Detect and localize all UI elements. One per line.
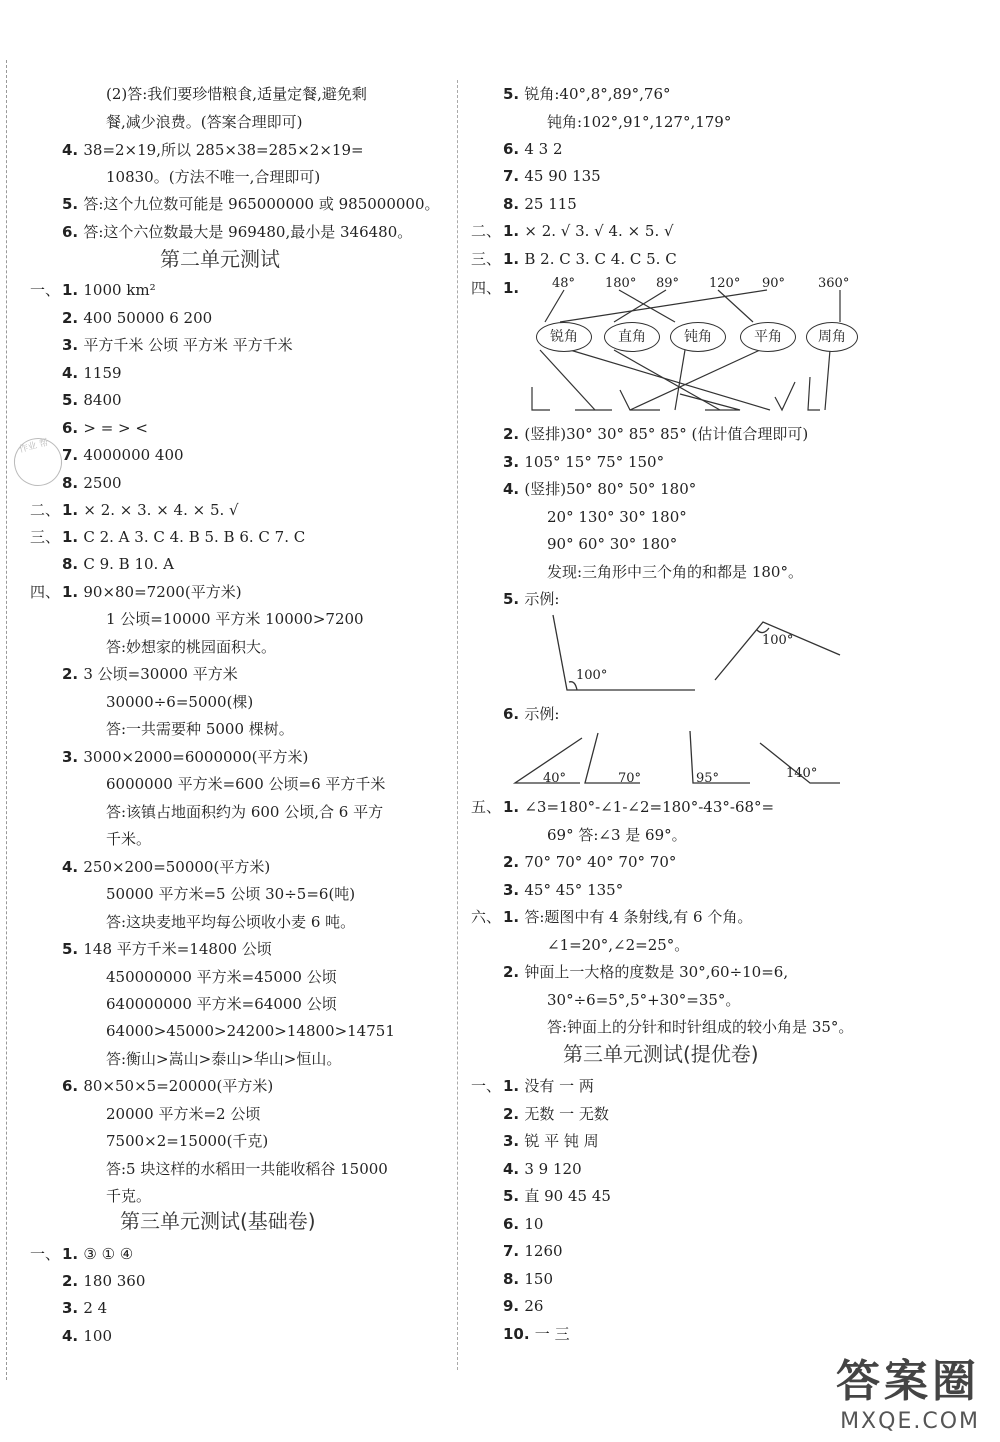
right-line bbox=[471, 249, 677, 269]
right-line bbox=[503, 962, 788, 982]
answer-text: 答:题图中有 4 条射线,有 6 个角。 bbox=[524, 908, 753, 926]
match-line bbox=[540, 350, 595, 410]
answer-text: 3 公顷=30000 平方米 bbox=[83, 665, 238, 683]
item-number: 1. bbox=[62, 501, 84, 519]
right-line bbox=[503, 1131, 599, 1151]
degree-label: 360° bbox=[818, 276, 850, 291]
right-line bbox=[503, 1241, 563, 1261]
watermark bbox=[836, 1345, 980, 1434]
answer-text: 一 三 bbox=[534, 1325, 570, 1343]
answer-text: 180 360 bbox=[83, 1272, 146, 1290]
angle-shape bbox=[532, 387, 550, 410]
degree-label: 89° bbox=[656, 276, 680, 291]
answer-text: 2500 bbox=[83, 474, 122, 492]
section-marker: 三、 bbox=[30, 528, 61, 546]
answer-text: 直 90 45 45 bbox=[524, 1187, 611, 1205]
item-number: 3. bbox=[503, 453, 525, 471]
left-line bbox=[106, 802, 383, 822]
left-line bbox=[30, 500, 239, 520]
answer-text: (竖排)30° 30° 85° 85° (估计值合理即可) bbox=[524, 425, 809, 443]
item-number: 5. bbox=[62, 195, 84, 213]
item-number: 8. bbox=[503, 1270, 525, 1288]
answer-text: B 2. C 3. C 4. C 5. C bbox=[524, 250, 677, 268]
right-line bbox=[547, 562, 803, 582]
left-line bbox=[62, 857, 270, 877]
item-number: 10. bbox=[503, 1325, 535, 1343]
answer-text: 3 9 120 bbox=[524, 1160, 582, 1178]
item-number: 5. bbox=[503, 85, 525, 103]
answer-text: 锐 平 钝 周 bbox=[524, 1132, 599, 1150]
left-line bbox=[106, 84, 367, 104]
item-number: 3. bbox=[62, 336, 84, 354]
angle-shape bbox=[620, 390, 660, 410]
left-line bbox=[106, 1104, 260, 1124]
right-line bbox=[503, 1186, 611, 1206]
answer-text: 8400 bbox=[83, 391, 122, 409]
answer-text: 10830。(方法不唯一,合理即可) bbox=[106, 168, 321, 186]
item-number: 1. bbox=[62, 583, 84, 601]
left-line bbox=[106, 1021, 395, 1041]
section-marker: 一、 bbox=[471, 1077, 502, 1095]
answer-text: 90° 60° 30° 180° bbox=[547, 535, 678, 553]
heading-unit3-basic: 第三单元测试(基础卷) bbox=[120, 1209, 316, 1233]
heading-unit3-advanced: 第三单元测试(提优卷) bbox=[563, 1042, 759, 1066]
section-marker: 三、 bbox=[471, 250, 502, 268]
right-line bbox=[547, 1017, 853, 1037]
angle-shape bbox=[775, 382, 795, 410]
answer-text: ∠1=20°,∠2=25°。 bbox=[547, 936, 690, 954]
watermark-logo: 答案圈 bbox=[836, 1356, 980, 1407]
left-line bbox=[62, 1076, 273, 1096]
answer-text: 250×200=50000(平方米) bbox=[83, 858, 271, 876]
answer-text: C 2. A 3. C 4. B 5. B 6. C 7. C bbox=[83, 528, 306, 546]
stamp: 作业 帮 bbox=[9, 433, 68, 492]
answer-text: 100 bbox=[83, 1327, 112, 1345]
right-line bbox=[503, 1214, 543, 1234]
item-number: 1. bbox=[503, 798, 525, 816]
answer-text: 148 平方千米=14800 公顷 bbox=[83, 940, 272, 958]
answer-text: 450000000 平方米=45000 公顷 bbox=[106, 968, 337, 986]
answer-text: 10 bbox=[524, 1215, 544, 1233]
section-marker: 六、 bbox=[471, 908, 502, 926]
left-line bbox=[62, 939, 272, 959]
item-number: 3. bbox=[503, 1132, 525, 1150]
answer-text: 示例: bbox=[524, 590, 560, 608]
left-line bbox=[62, 418, 148, 438]
right-line bbox=[471, 797, 775, 817]
item-number: 4. bbox=[62, 364, 84, 382]
answer-text: 答:衡山>嵩山>泰山>华山>恒山。 bbox=[106, 1050, 342, 1068]
answer-text: 105° 15° 75° 150° bbox=[524, 453, 665, 471]
item-number: 5. bbox=[62, 940, 84, 958]
answer-text: 7500×2=15000(千克) bbox=[106, 1132, 269, 1150]
right-line bbox=[503, 1104, 609, 1124]
answer-text: 钟面上一大格的度数是 30°,60÷10=6, bbox=[524, 963, 789, 981]
left-line bbox=[62, 1271, 145, 1291]
item-number: 3. bbox=[62, 748, 84, 766]
answer-text: 45 90 135 bbox=[524, 167, 601, 185]
right-line bbox=[503, 452, 664, 472]
item-number: 1. bbox=[503, 908, 525, 926]
answer-text: 3000×2000=6000000(平方米) bbox=[83, 748, 309, 766]
match-line bbox=[675, 350, 685, 410]
item-number: 6. bbox=[62, 1077, 84, 1095]
left-line bbox=[30, 582, 242, 602]
left-line bbox=[106, 884, 355, 904]
item-number: 2. bbox=[62, 665, 84, 683]
right-line bbox=[503, 166, 601, 186]
left-line bbox=[62, 554, 174, 574]
right-line bbox=[503, 479, 696, 499]
match-line bbox=[545, 290, 564, 322]
left-line bbox=[30, 527, 306, 547]
section-marker: 五、 bbox=[471, 798, 502, 816]
degree-label: 120° bbox=[709, 276, 741, 291]
item-number: 4. bbox=[62, 858, 84, 876]
angle-type-ellipse: 直角 bbox=[604, 322, 660, 352]
answer-text: 30°÷6=5°,5°+30°=35°。 bbox=[547, 991, 741, 1009]
left-line bbox=[62, 445, 184, 465]
answer-text: 1159 bbox=[83, 364, 122, 382]
answer-text: 38=2×19,所以 285×38=285×2×19= bbox=[83, 141, 364, 159]
answer-text: 45° 45° 135° bbox=[524, 881, 624, 899]
angle-label: 100° bbox=[576, 668, 608, 683]
item-number: 8. bbox=[503, 195, 525, 213]
right-line bbox=[471, 278, 520, 298]
answer-text: 千克。 bbox=[106, 1187, 152, 1205]
left-margin-dash bbox=[6, 60, 7, 1380]
item-number: 2. bbox=[503, 853, 525, 871]
item-number: 1. bbox=[503, 250, 525, 268]
item-number: 7. bbox=[503, 1242, 525, 1260]
section-marker: 一、 bbox=[30, 281, 61, 299]
left-line bbox=[62, 664, 238, 684]
answer-text: 1260 bbox=[524, 1242, 563, 1260]
answer-text: > = > < bbox=[83, 419, 148, 437]
left-line bbox=[106, 967, 337, 987]
angle-label: 70° bbox=[618, 771, 642, 786]
item-number: 7. bbox=[62, 446, 84, 464]
left-line bbox=[106, 637, 276, 657]
left-line bbox=[62, 363, 122, 383]
left-line bbox=[106, 1159, 388, 1179]
section-marker: 二、 bbox=[30, 501, 61, 519]
answer-text: 6000000 平方米=600 公顷=6 平方千米 bbox=[106, 775, 386, 793]
answer-text: 答:5 块这样的水稻田一共能收稻谷 15000 bbox=[106, 1160, 388, 1178]
answer-text: 答:妙想家的桃园面积大。 bbox=[106, 638, 277, 656]
left-line bbox=[62, 747, 308, 767]
left-line bbox=[106, 112, 302, 132]
answer-text: × 2. × 3. × 4. × 5. √ bbox=[83, 501, 239, 519]
right-line bbox=[547, 534, 677, 554]
answer-text: 答:钟面上的分针和时针组成的较小角是 35°。 bbox=[547, 1018, 854, 1036]
match-line bbox=[614, 290, 666, 322]
left-line bbox=[106, 719, 294, 739]
answer-text: 发现:三角形中三个角的和都是 180°。 bbox=[547, 563, 803, 581]
angle-100-a bbox=[553, 615, 695, 690]
item-number: 6. bbox=[62, 419, 84, 437]
item-number: 5. bbox=[503, 590, 525, 608]
right-line bbox=[503, 84, 671, 104]
answer-text: C 9. B 10. A bbox=[83, 555, 174, 573]
item-number: 2. bbox=[62, 309, 84, 327]
item-number: 6. bbox=[503, 140, 525, 158]
right-line bbox=[503, 880, 623, 900]
right-line bbox=[547, 507, 687, 527]
left-line bbox=[30, 280, 156, 300]
answer-text: 25 115 bbox=[524, 195, 577, 213]
item-number: 2. bbox=[503, 425, 525, 443]
angle-type-ellipse: 平角 bbox=[740, 322, 796, 352]
answer-text: × 2. √ 3. √ 4. × 5. √ bbox=[524, 222, 674, 240]
angle-shape bbox=[808, 377, 820, 410]
left-line bbox=[30, 1244, 134, 1264]
item-number: 1. bbox=[503, 222, 525, 240]
angle-shape bbox=[680, 394, 740, 410]
left-line bbox=[106, 829, 151, 849]
answer-text: 640000000 平方米=64000 公顷 bbox=[106, 995, 337, 1013]
right-line bbox=[547, 935, 689, 955]
answer-text: 80×50×5=20000(平方米) bbox=[83, 1077, 274, 1095]
right-line bbox=[471, 221, 674, 241]
right-line bbox=[503, 1269, 553, 1289]
angle-label: 100° bbox=[762, 633, 794, 648]
answer-text: 400 50000 6 200 bbox=[83, 309, 213, 327]
right-line bbox=[471, 907, 753, 927]
left-line bbox=[62, 308, 212, 328]
item-number: 1. bbox=[62, 281, 84, 299]
item-number: 7. bbox=[503, 167, 525, 185]
answer-text: 70° 70° 40° 70° 70° bbox=[524, 853, 677, 871]
right-line bbox=[471, 1076, 594, 1096]
degree-label: 180° bbox=[605, 276, 637, 291]
right-line bbox=[503, 1296, 543, 1316]
answer-text: 26 bbox=[524, 1297, 544, 1315]
left-line bbox=[62, 194, 440, 214]
item-number: 2. bbox=[62, 1272, 84, 1290]
section-marker: 四、 bbox=[471, 279, 502, 297]
angle-label: 140° bbox=[786, 766, 818, 781]
item-number: 8. bbox=[62, 474, 84, 492]
item-number: 3. bbox=[503, 881, 525, 899]
answer-text: 没有 一 两 bbox=[524, 1077, 594, 1095]
answer-text: 64000>45000>24200>14800>14751 bbox=[106, 1022, 395, 1040]
answer-text: 50000 平方米=5 公顷 30÷5=6(吨) bbox=[106, 885, 356, 903]
left-line bbox=[62, 390, 122, 410]
left-line bbox=[106, 994, 337, 1014]
right-line bbox=[547, 112, 731, 132]
left-line bbox=[106, 1186, 151, 1206]
item-number: 6. bbox=[62, 223, 84, 241]
item-number: 1. bbox=[503, 1077, 525, 1095]
answer-text: 20° 130° 30° 180° bbox=[547, 508, 687, 526]
angle-label: 95° bbox=[696, 771, 720, 786]
item-number: 4. bbox=[62, 1327, 84, 1345]
answer-text: 千米。 bbox=[106, 830, 152, 848]
match-line bbox=[825, 350, 830, 410]
item-number: 8. bbox=[62, 555, 84, 573]
right-line bbox=[547, 990, 740, 1010]
answer-text: 答:这个六位数最大是 969480,最小是 346480。 bbox=[83, 223, 413, 241]
left-line bbox=[106, 692, 253, 712]
left-line bbox=[106, 609, 364, 629]
left-line bbox=[106, 167, 320, 187]
item-number: 1. bbox=[62, 528, 84, 546]
answer-text: 4 3 2 bbox=[524, 140, 563, 158]
left-line bbox=[62, 140, 364, 160]
answer-text: 无数 一 无数 bbox=[524, 1105, 609, 1123]
answer-text: 平方千米 公顷 平方米 平方千米 bbox=[83, 336, 293, 354]
answer-text: 150 bbox=[524, 1270, 553, 1288]
right-line bbox=[503, 1324, 570, 1344]
item-number: 1. bbox=[503, 279, 520, 297]
heading-unit2: 第二单元测试 bbox=[160, 247, 280, 271]
section-marker: 四、 bbox=[30, 583, 61, 601]
answer-text: 4000000 400 bbox=[83, 446, 184, 464]
answer-text: 答:一共需要种 5000 棵树。 bbox=[106, 720, 294, 738]
angle-arc bbox=[757, 628, 769, 633]
left-line bbox=[62, 335, 293, 355]
right-line bbox=[503, 424, 808, 444]
right-line bbox=[547, 825, 687, 845]
column-divider bbox=[457, 80, 458, 1370]
degree-label: 48° bbox=[552, 276, 576, 291]
answer-text: 锐角:40°,8°,89°,76° bbox=[524, 85, 671, 103]
left-line bbox=[106, 1049, 341, 1069]
item-number: 4. bbox=[503, 480, 525, 498]
item-number: 2. bbox=[503, 1105, 525, 1123]
left-line bbox=[106, 912, 355, 932]
right-line bbox=[503, 704, 559, 724]
answer-text: 钝角:102°,91°,127°,179° bbox=[547, 113, 732, 131]
answer-text: 答:这块麦地平均每公顷收小麦 6 吨。 bbox=[106, 913, 356, 931]
degree-label: 90° bbox=[762, 276, 786, 291]
left-line bbox=[62, 1326, 112, 1346]
answer-text: (2)答:我们要珍惜粮食,适量定餐,避免剩 bbox=[106, 85, 367, 103]
section-marker: 一、 bbox=[30, 1245, 61, 1263]
angle-label: 40° bbox=[543, 771, 567, 786]
right-line bbox=[503, 139, 563, 159]
answer-text: 答:该镇占地面积约为 600 公顷,合 6 平方 bbox=[106, 803, 384, 821]
watermark-url: MXQE.COM bbox=[840, 1409, 980, 1434]
section-marker: 二、 bbox=[471, 222, 502, 240]
answer-text: 答:这个九位数可能是 965000000 或 985000000。 bbox=[83, 195, 440, 213]
left-line bbox=[62, 473, 122, 493]
item-number: 6. bbox=[503, 705, 525, 723]
item-number: 5. bbox=[62, 391, 84, 409]
item-number: 2. bbox=[503, 963, 525, 981]
left-line bbox=[62, 1298, 107, 1318]
left-line bbox=[106, 774, 385, 794]
answer-text: 2 4 bbox=[83, 1299, 108, 1317]
answer-text: 1 公顷=10000 平方米 10000>7200 bbox=[106, 610, 364, 628]
angle-type-ellipse: 锐角 bbox=[536, 322, 592, 352]
right-line bbox=[503, 194, 577, 214]
right-line bbox=[503, 589, 559, 609]
answer-text: (竖排)50° 80° 50° 180° bbox=[524, 480, 697, 498]
angle-type-ellipse: 钝角 bbox=[670, 322, 726, 352]
item-number: 3. bbox=[62, 1299, 84, 1317]
answer-text: ∠3=180°-∠1-∠2=180°-43°-68°= bbox=[524, 798, 775, 816]
left-line bbox=[106, 1131, 268, 1151]
right-line bbox=[503, 852, 676, 872]
answer-text: 20000 平方米=2 公顷 bbox=[106, 1105, 261, 1123]
left-line bbox=[62, 222, 412, 242]
answer-text: 示例: bbox=[524, 705, 560, 723]
item-number: 5. bbox=[503, 1187, 525, 1205]
item-number: 4. bbox=[503, 1160, 525, 1178]
answer-text: ③ ① ④ bbox=[83, 1245, 134, 1263]
answer-text: 1000 km² bbox=[83, 281, 156, 299]
item-number: 4. bbox=[62, 141, 84, 159]
answer-text: 餐,减少浪费。(答案合理即可) bbox=[106, 113, 303, 131]
angle-type-ellipse: 周角 bbox=[806, 322, 858, 352]
item-number: 1. bbox=[62, 1245, 84, 1263]
angle-100-b bbox=[715, 622, 840, 680]
item-number: 9. bbox=[503, 1297, 525, 1315]
answer-text: 30000÷6=5000(棵) bbox=[106, 693, 254, 711]
right-line bbox=[503, 1159, 582, 1179]
item-number: 6. bbox=[503, 1215, 525, 1233]
answer-text: 90×80=7200(平方米) bbox=[83, 583, 242, 601]
answer-text: 69° 答:∠3 是 69°。 bbox=[547, 826, 687, 844]
